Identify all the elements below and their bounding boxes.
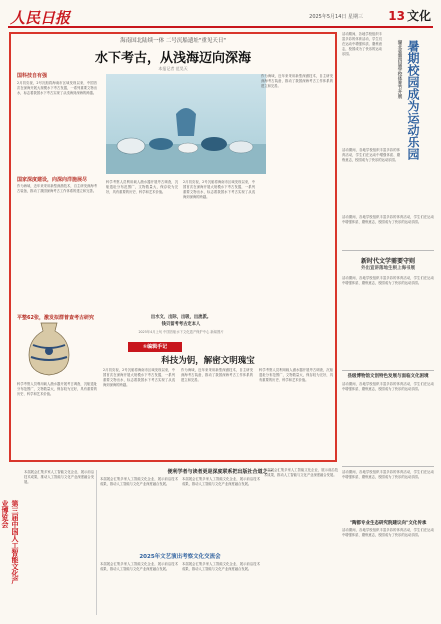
right-body-3: 活动期间，各地学校组织丰富多彩的体育活动，学生们在运动中增强体质、磨炼意志，校园成为了快乐的运动乐园。: [342, 382, 434, 392]
divider: [342, 466, 434, 467]
newspaper-logo: 人民日报: [10, 9, 71, 27]
right-body-top: 活动期间，各地学校组织丰富多彩的体育活动，学生们在运动中增强体质、磨炼意志，校园成为了快乐的运动乐园。: [342, 32, 382, 57]
page-number: 13: [388, 9, 405, 23]
bottom-headline-2: 2025年文艺演出考察文化交流会: [139, 554, 221, 560]
feature-subhead-1: 国科技自有强: [17, 73, 48, 79]
masthead: [8, 6, 433, 28]
right-headline-2: 新时代文学需要守则: [360, 258, 415, 265]
right-body-4: 活动期间，各地学校组织丰富多彩的体育活动，学生们在运动中增强体质、磨炼意志，校园成为了快乐的运动乐园。: [342, 470, 434, 480]
right-headline-4: "陶都专业生态研究院建议向"文化传承: [349, 521, 427, 526]
feature-kicker: 海南国北陆续一体 二号沉船遗址"重见天日": [120, 38, 226, 44]
feature-article: [9, 32, 337, 462]
right-body-top-2: 活动期间，各地学校组织丰富多彩的体育活动，学生们在运动中增强体质、磨炼意志，校园成为了快乐的运动乐园。: [342, 148, 400, 163]
editor-note-col2: 作为海域，近年来采用新型深潜技术，自主研发深海考古装备，推动了我国深海考古工作体系的建立和完善。: [181, 368, 253, 383]
feature-headline: 水下考古，从浅海迈向深海: [94, 51, 251, 66]
section-name: 文化: [406, 9, 431, 23]
bottom-body-2: 本届展会汇集多家人工智能文化企业，展示前沿技术成果，推动人工智能与文化产业深度融合发展。: [100, 477, 178, 487]
photo-caption-credit: 2025年4月上旬 中国首船水下文化遗产保护中心 新闻图片: [138, 330, 224, 334]
feature-body-col1c: 科学考察人员利用载人潜水器开展考古调查，沉船遗址分布范围广，文物数量大，保存较为完好，具有重要的历史、科学和艺术价值。: [17, 382, 97, 397]
editor-note-col1: 2月初央视，2号沉船将海南市区域发现以来，中国首次在深海开展大规模水下考古发掘，一系列重要文物出水，标志着我国水下考古实现了从浅海到深海的跨越。: [103, 368, 175, 388]
right-top-kicker: 湖北省第四届学校体育节开展: [397, 40, 402, 99]
bottom-vertical-headline: 第三届中国人工智能文化产业博览会: [1, 500, 19, 584]
feature-body-col1b: 作为海域，近年来采用新型深潜技术，自主研发深海考古装备，推动了我国深海考古工作体系的建立和完善。: [17, 184, 97, 194]
vase-icon: [19, 319, 79, 377]
right-headline-3: 县级博物馆文创特色发展与面临文化困境: [347, 374, 429, 379]
feature-body-col4: 作为海域，近年来采用新型深潜技术，自主研发深海考古装备，推动了我国深海考古工作体系的建立和完善。: [261, 74, 333, 89]
right-body-top-3: 活动期间，各地学校组织丰富多彩的体育活动，学生们在运动中增强体质、磨炼意志，校园成为了快乐的运动乐园。: [342, 215, 434, 225]
editor-note-headline: 科技为钥，解密文明瑰宝: [161, 356, 255, 366]
feature-body-col1a: 2月初央视，2号沉船将海南市区域发现以来，中国首次在深海开展大规模水下考古发掘，一系列重要文物出水，标志着我国水下考古实现了从浅海到深海的跨越。: [17, 81, 97, 96]
section-label: [388, 7, 431, 24]
artifacts-illustration: [106, 74, 266, 174]
bottom-headline-1: 便利学者与读者更是深度联系把出版社合道之一: [167, 469, 273, 475]
right-top-headline: 暑期校园成为运动乐园: [406, 40, 420, 160]
bottom-body-5: 本届展会汇集多家人工智能文化企业，展示前沿技术成果，推动人工智能与文化产业深度融合发展。: [100, 562, 178, 572]
feature-byline: 本报记者 范昊天: [158, 66, 188, 71]
right-headline-2b: 外出宣讲落地生根上海书展: [361, 266, 415, 271]
editor-note-badge: ①编辑手记: [128, 342, 182, 352]
photo-caption-title: 出水文、出际，出吸，出流派。: [150, 315, 212, 320]
feature-subhead-2: 国家深度建设，向深向洋施展尽: [17, 177, 88, 183]
bottom-body-4: 本届展会汇集多家人工智能文化企业，展示前沿技术成果，推动人工智能与文化产业深度融合发展。: [264, 468, 338, 478]
right-body-5: 活动期间，各地学校组织丰富多彩的体育活动，学生们在运动中增强体质、磨炼意志，校园成为了快乐的运动乐园。: [342, 528, 434, 538]
editor-note-col3: 科学考察人员利用载人潜水器开展考古调查，沉船遗址分布范围广，文物数量大，保存较为完好，具有重要的历史、科学和艺术价值。: [259, 368, 333, 383]
divider: [96, 470, 97, 615]
issue-date: 2025年5月14日 星期三: [309, 14, 363, 20]
vase-photo: [19, 319, 79, 377]
divider: [342, 370, 434, 371]
feature-body-col2: 科学考察人员利用载人潜水器开展考古调查，沉船遗址分布范围广，文物数量大，保存较为完好，具有重要的历史、科学和艺术价值。: [106, 180, 178, 195]
photo-caption-title-2: 钱贝留考考古定本人: [161, 322, 201, 327]
feature-subhead-3: 平整62张，激发拟群普查考古研究: [17, 315, 94, 321]
right-body-2: 活动期间，各地学校组织丰富多彩的体育活动，学生们在运动中增强体质、磨炼意志，校园成为了快乐的运动乐园。: [342, 276, 434, 286]
bottom-body-1: 本届展会汇集多家人工智能文化企业，展示前沿技术成果，推动人工智能与文化产业深度融合发展。: [24, 470, 94, 485]
bottom-body-6: 本届展会汇集多家人工智能文化企业，展示前沿技术成果，推动人工智能与文化产业深度融合发展。: [182, 562, 260, 572]
hero-photo-artifacts: [106, 74, 266, 174]
feature-body-col3: 2月初央视，2号沉船将海南市区域发现以来，中国首次在深海开展大规模水下考古发掘，一系列重要文物出水，标志着我国水下考古实现了从浅海到深海的跨越。: [183, 180, 255, 200]
divider: [342, 250, 434, 251]
bottom-body-3: 本届展会汇集多家人工智能文化企业，展示前沿技术成果，推动人工智能与文化产业深度融合发展。: [182, 477, 260, 487]
